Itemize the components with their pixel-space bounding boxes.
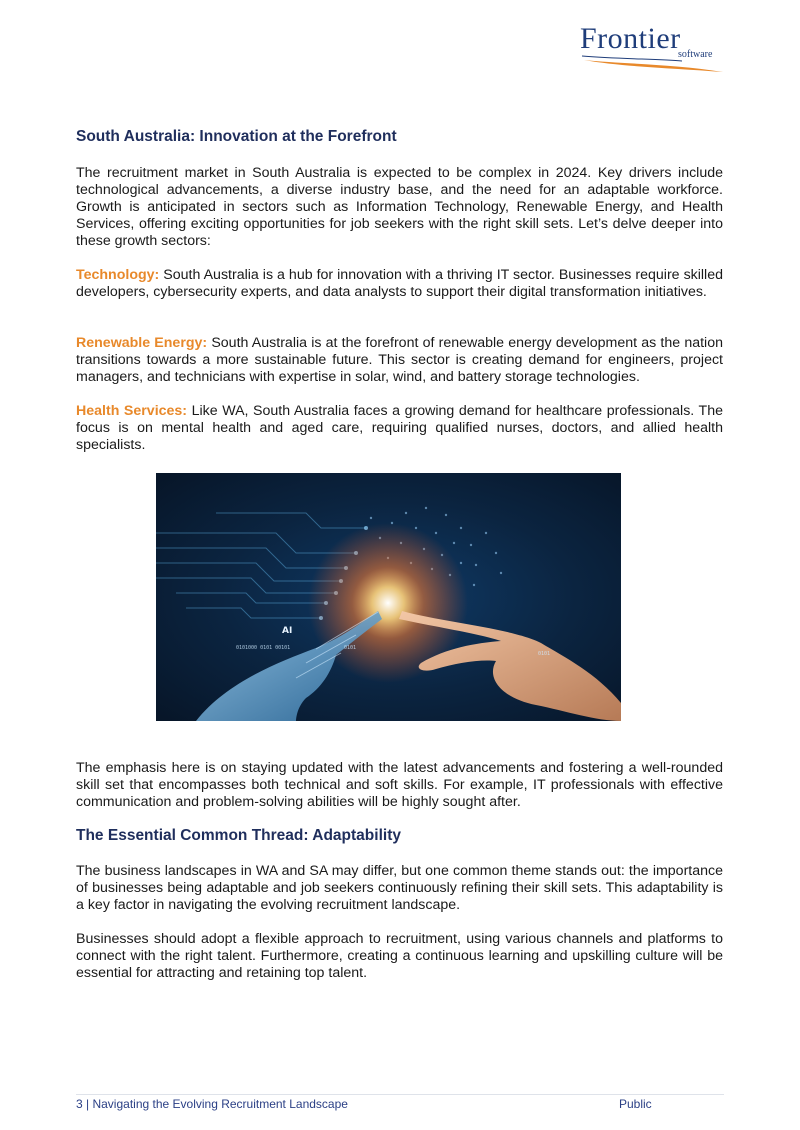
footer-divider bbox=[76, 1094, 724, 1095]
footer-page-label: 3 | Navigating the Evolving Recruitment Landscape bbox=[76, 1097, 348, 1111]
sector-renewable-energy bbox=[76, 335, 723, 386]
binary-text: 0101 bbox=[538, 651, 551, 657]
sector-label: Technology: bbox=[76, 267, 160, 283]
sector-text: South Australia is at the forefront of renewable energy development as the nation transitions towards a more sustainable future. This sector is creating demand for engineers, project managers, and technicians with expertise in solar, wind, and battery storage technologies. bbox=[76, 335, 723, 385]
ai-robot-human-hands-image bbox=[156, 473, 621, 721]
emphasis-paragraph: The emphasis here is on staying updated with the latest advancements and fostering a well-rounded skill set that encompasses both technical and soft skills. For example, IT professionals with effective communication and problem-solving abilities will be highly sought after. bbox=[76, 760, 723, 810]
binary-text: 0101000 0101 00101 bbox=[236, 645, 291, 651]
section-heading-south-australia: South Australia: Innovation at the Forefront bbox=[76, 128, 397, 145]
binary-text: 0101 bbox=[344, 645, 357, 651]
adaptability-paragraph-1: The business landscapes in WA and SA may differ, but one common theme stands out: the importance of businesses being adaptable and job seekers continuously refining their skill sets. This adaptability is a key factor in navigating the evolving recruitment landscape. bbox=[76, 863, 723, 913]
intro-paragraph: The recruitment market in South Australia is expected to be complex in 2024. Key drivers include technological advancements, a diverse industry base, and the need for an adaptable workforce. Growth is anticipated in sectors such as Information Technology, Renewable Energy, and Health Services, offering exciting opportunities for job seekers with the right skill sets. Let’s delve deeper into these growth sectors: bbox=[76, 165, 723, 249]
adaptability-paragraph-2: Businesses should adopt a flexible approach to recruitment, using various channels and platforms to connect with the right talent. Furthermore, creating a continuous learning and upskilling culture will be essential for attracting and retaining top talent. bbox=[76, 931, 723, 981]
ai-label: AI bbox=[282, 626, 293, 636]
sector-label: Health Services: bbox=[76, 403, 188, 419]
sector-label: Renewable Energy: bbox=[76, 335, 208, 351]
frontier-logo bbox=[578, 22, 728, 74]
footer-classification: Public bbox=[619, 1097, 652, 1111]
sector-technology bbox=[76, 267, 723, 301]
logo-wordmark: Frontier bbox=[580, 22, 681, 55]
sector-text: South Australia is a hub for innovation with a thriving IT sector. Businesses require skilled developers, cybersecurity experts, and data analysts to support their digital transformation initiatives. bbox=[76, 267, 723, 300]
sector-text: Like WA, South Australia faces a growing demand for healthcare professionals. The focus is on mental health and aged care, requiring qualified nurses, doctors, and allied health specialists. bbox=[76, 403, 723, 453]
section-heading-adaptability: The Essential Common Thread: Adaptability bbox=[76, 827, 401, 844]
logo-subtitle: software bbox=[678, 49, 713, 60]
sector-health-services bbox=[76, 403, 723, 454]
